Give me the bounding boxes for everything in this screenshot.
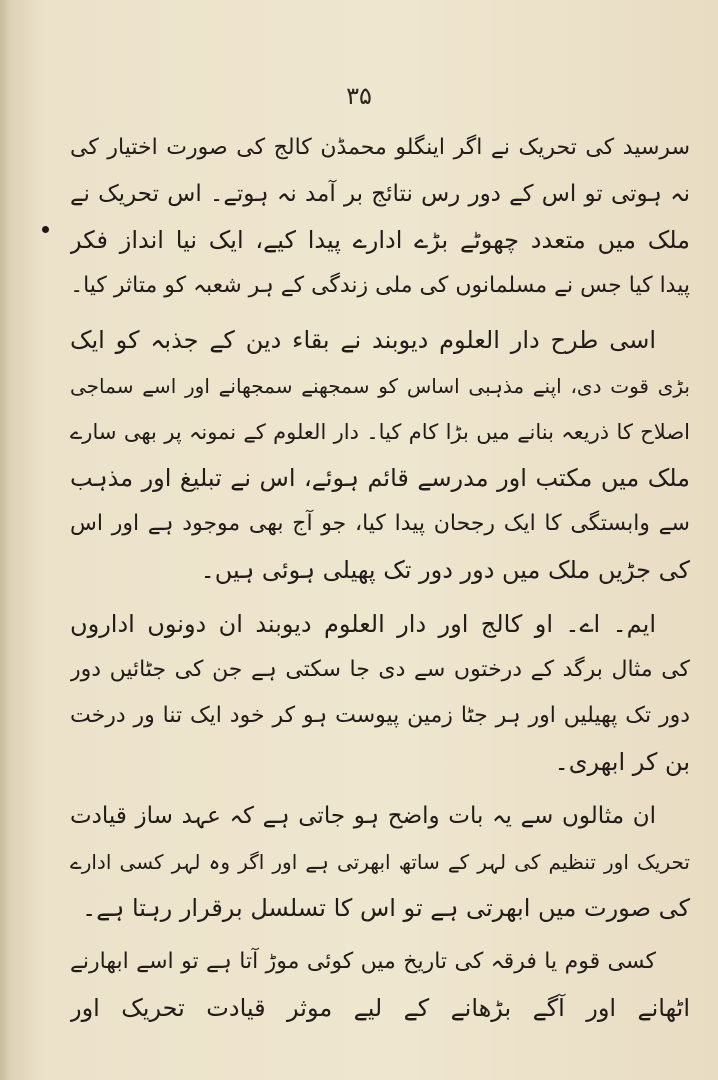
- text-line: کی جڑیں ملک میں دور دور تک پھیلی ہوئی ہیں۔: [200, 556, 690, 584]
- text-line: کی صورت میں ابھرتی ہے تو اس کا تسلسل برقرار رہتا ہے۔: [82, 894, 690, 922]
- text-line: اصلاح کا ذریعہ بنانے میں بڑا کام کیا۔ دار العلوم کے نمونہ پر بھی سارے: [70, 420, 690, 444]
- urdu-text-body: [70, 125, 690, 1031]
- paragraph-2: [70, 317, 690, 593]
- text-line: بن کر ابھری۔: [554, 748, 690, 776]
- paragraph-1: [70, 125, 690, 309]
- paragraph-4: [70, 793, 690, 931]
- text-line: سرسید کی تحریک نے اگر اینگلو محمڈن کالج کی صورت اختیار کی: [70, 135, 690, 160]
- text-line: سے وابستگی کا ایک رجحان پیدا کیا، جو آج بھی موجود ہے اور اس: [70, 511, 690, 536]
- text-line: تحریک اور تنظیم کی لہر کے ساتھ ابھرتی ہے اور اگر وہ لہر کسی ادارے: [70, 850, 690, 874]
- page-number: ۳۵: [346, 82, 372, 110]
- paragraph-3: [70, 601, 690, 785]
- paragraph-5: [70, 939, 690, 1031]
- ink-dot-mark: [42, 226, 49, 233]
- text-line: کسی قوم یا فرقہ کی تاریخ میں کوئی موڑ آتا ہے تو اسے ابھارنے: [70, 949, 656, 974]
- text-line: ملک میں متعدد چھوٹے بڑے ادارے پیدا کیے، ایک نیا انداز فکر: [70, 226, 690, 254]
- text-line: بڑی قوت دی، اپنے مذہبی اساس کو سمجھنے سمجھانے اور اسے سماجی: [70, 374, 690, 398]
- text-line: ایم۔ اے۔ او کالج اور دار العلوم دیوبند ان دونوں اداروں: [70, 610, 656, 638]
- text-line: اسی طرح دار العلوم دیوبند نے بقاء دین کے جذبہ کو ایک: [70, 326, 656, 354]
- text-line: پیدا کیا جس نے مسلمانوں کی ملی زندگی کے ہر شعبہ کو متاثر کیا۔: [70, 273, 690, 298]
- text-line: کی مثال برگد کے درختوں سے دی جا سکتی ہے جن کی جٹائیں دور: [70, 657, 690, 682]
- text-line: نہ ہوتی تو اس کے دور رس نتائج بر آمد نہ ہوتے۔ اس تحریک نے: [70, 181, 690, 207]
- text-line: اٹھانے اور آگے بڑھانے کے لیے موثر قیادت تحریک اور: [70, 994, 690, 1022]
- page-binding-shadow: [0, 0, 10, 1080]
- text-line: دور تک پھیلیں اور ہر جٹا زمین پیوست ہو کر خود ایک تنا ور درخت: [70, 703, 690, 728]
- text-line: ملک میں مکتب اور مدرسے قائم ہوئے، اس نے تبلیغ اور مذہب: [70, 464, 690, 492]
- text-line: ان مثالوں سے یہ بات واضح ہو جاتی ہے کہ عہد ساز قیادت: [70, 803, 656, 829]
